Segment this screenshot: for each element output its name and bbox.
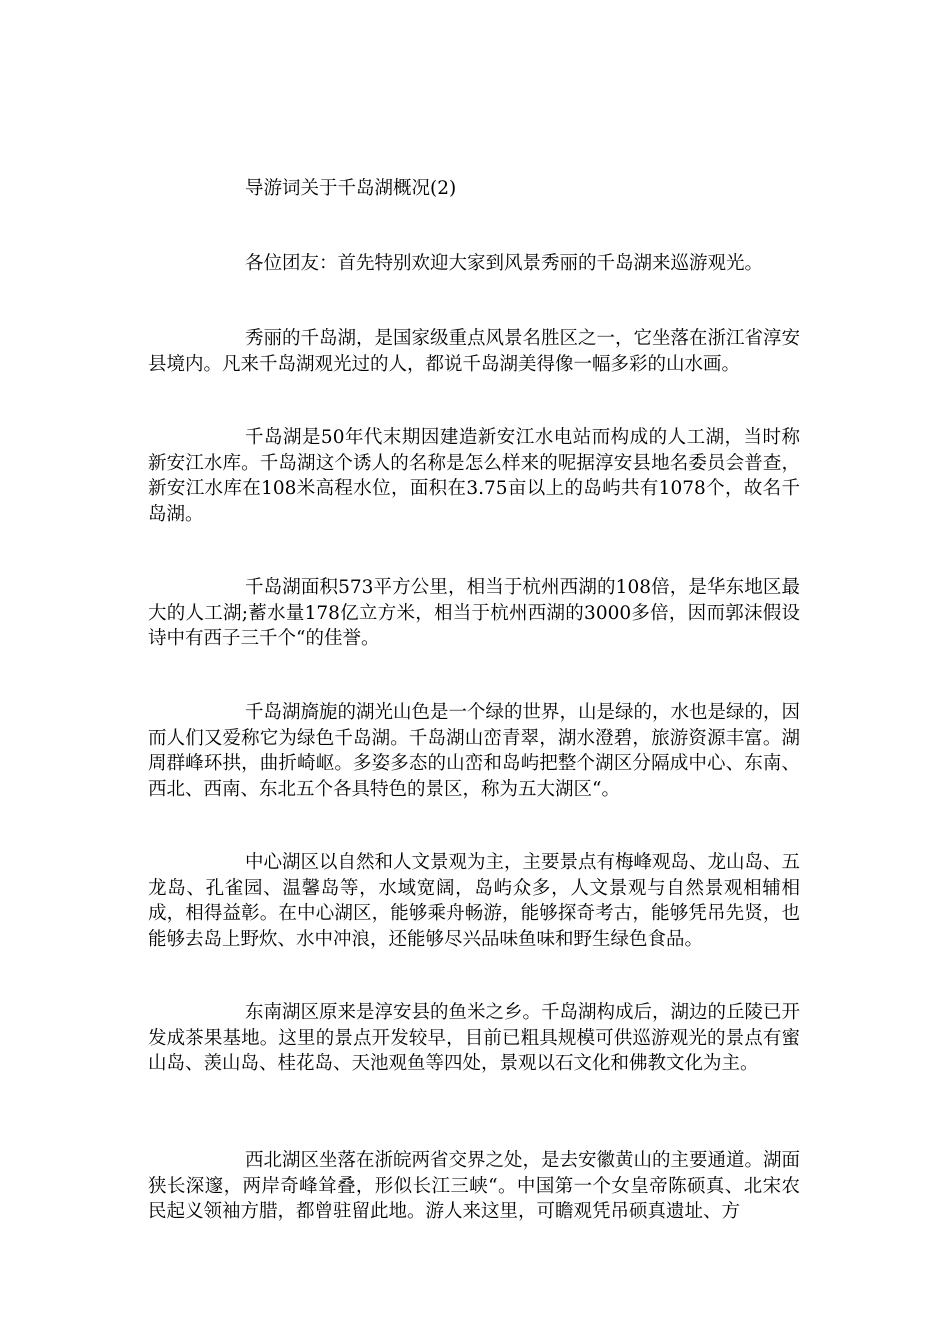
paragraph-introduction: 秀丽的千岛湖，是国家级重点风景名胜区之一，它坐落在浙江省淳安县境内。凡来千岛湖观光过的人，都说千岛湖美得像一幅多彩的山水画。 [148, 328, 801, 375]
paragraph-central-lake-area: 中心湖区以自然和人文景观为主，主要景点有梅峰观岛、龙山岛、五龙岛、孔雀园、温馨岛等，水域宽阔，岛屿众多，人文景观与自然景观相辅相成，相得益彰。在中心湖区，能够乘舟畅游，能够探奇考古，能够凭吊先贤，也能够去岛上野炊、水中冲浪，还能够尽兴品味鱼味和野生绿色食品。 [148, 852, 801, 950]
paragraph-green-world: 千岛湖旖旎的湖光山色是一个绿的世界，山是绿的，水也是绿的，因而人们又爱称它为绿色千岛湖。千岛湖山峦青翠，湖水澄碧，旅游资源丰富。湖周群峰环拱，曲折崎岖。多姿多态的山峦和岛屿把整个湖区分隔成中心、东南、西北、西南、东北五个各具特色的景区，称为五大湖区“。 [148, 702, 801, 800]
paragraph-greeting: 各位团友：首先特别欢迎大家到风景秀丽的千岛湖来巡游观光。 [245, 253, 764, 274]
paragraph-origin-of-name: 千岛湖是50年代末期因建造新安江水电站而构成的人工湖，当时称新安江水库。千岛湖这个诱人的名称是怎么样来的呢据淳安县地名委员会普查，新安江水库在108米高程水位，面积在3.75亩以上的岛屿共有1078个，故名千岛湖。 [148, 427, 800, 525]
paragraph-area-and-capacity: 千岛湖面积573平方公里，相当于杭州西湖的108倍，是华东地区最大的人工湖;蓄水量178亿立方米，相当于杭州西湖的3000多倍，因而郭沫假设诗中有西子三千个“的佳誉。 [148, 577, 800, 649]
paragraph-southeast-lake-area: 东南湖区原来是淳安县的鱼米之乡。千岛湖构成后，湖边的丘陵已开发成茶果基地。这里的景点开发较早，目前已粗具规模可供巡游观光的景点有蜜山岛、羡山岛、桂花岛、天池观鱼等四处，景观以石文化和佛教文化为主。 [148, 1002, 801, 1074]
document-title: 导游词关于千岛湖概况(2) [245, 178, 457, 199]
paragraph-northwest-lake-area: 西北湖区坐落在浙皖两省交界之处，是去安徽黄山的主要通道。湖面狭长深邃，两岸奇峰耸叠，形似长江三峡“。中国第一个女皇帝陈硕真、北宋农民起义领袖方腊，都曾驻留此地。游人来这里，可瞻观凭吊硕真遗址、方 [148, 1150, 801, 1222]
